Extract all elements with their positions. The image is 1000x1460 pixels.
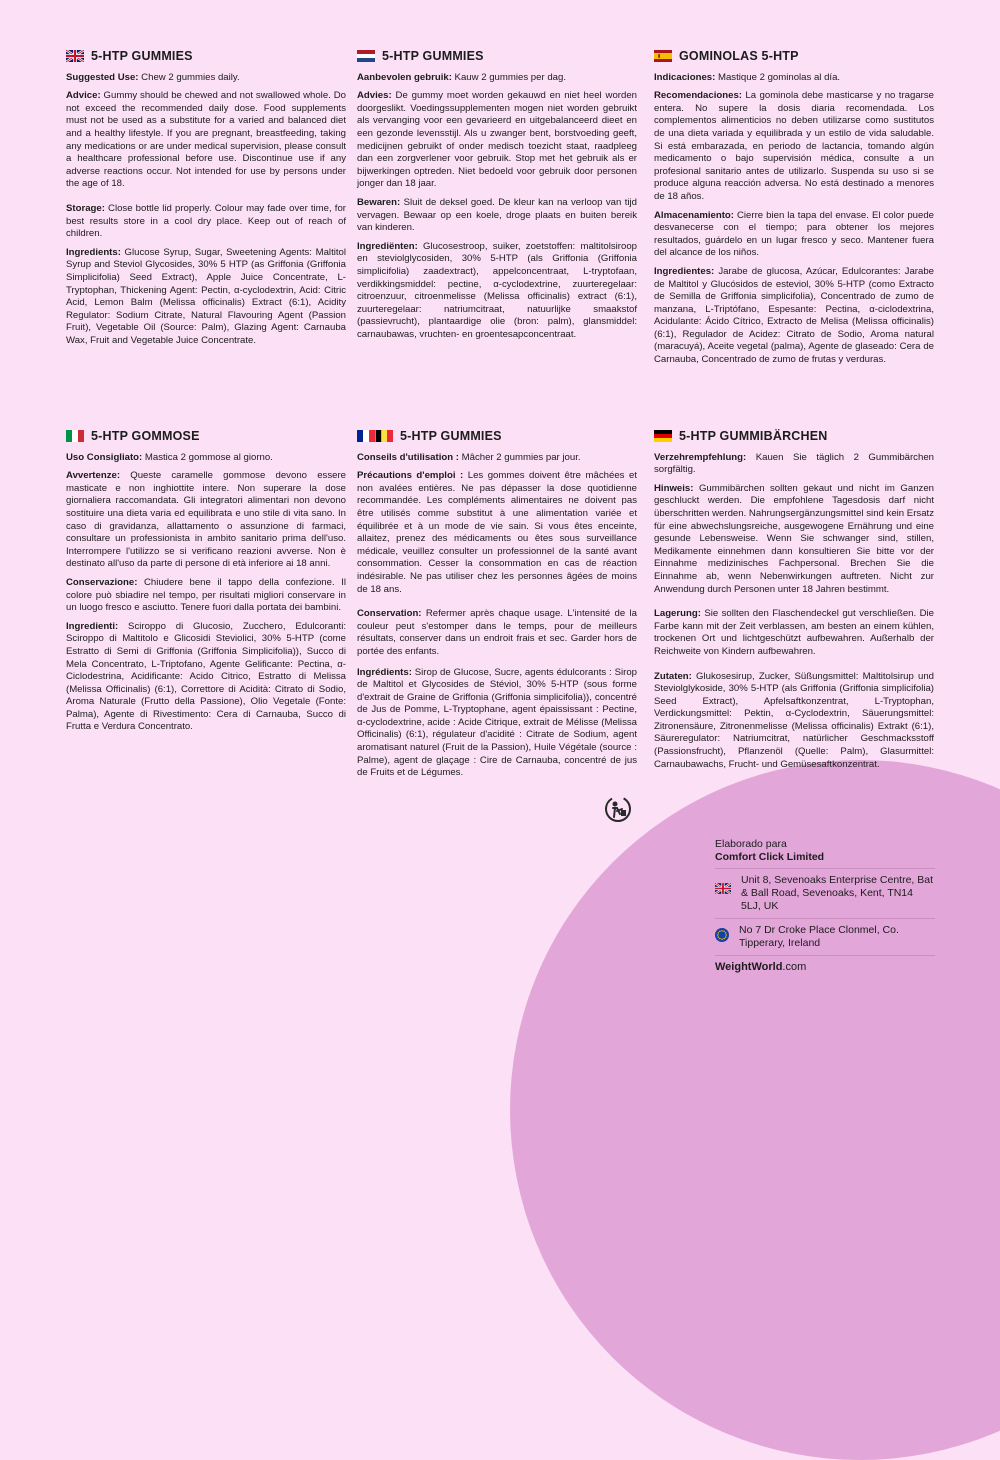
panel-english [66,50,346,353]
advice: Avvertenze: Queste caramelle gommose devono essere masticate e non inghiottite intere. Non superare la dose giornaliera raccomandata. Gli integratori alimentari non devono sostituire una dieta varia ed equilibrata e uno stile di vita sano. In caso di gravidanza, allattamento o assunzione di farmaci, consultare un professionista in ambito sanitario prima dell'uso. Interrompere l'utilizzo se si verificano reazioni avverse. Non è destinato all'uso da parte di persone di età inferiore ai 18 anni. [66,470,346,570]
suggested-use: Indicaciones: Mastique 2 gominolas al día. [654,71,841,83]
advice: Précautions d'emploi : Les gommes doivent être mâchées et non avalées entières. Ne pas dépasser la dose quotidienne recommandée. Les compléments alimentaires ne doivent pas être utilisés comme substitut à une alimentation variée et équilibrée et à un mode de vie sain. Si vous êtes enceinte, allaitez, prenez des médicaments ou êtes sous surveillance médicale, veuillez consulter un professionnel de la santé avant consommation. Cesser la consommation en cas de réaction indésirable. Ne pas utiliser chez les personnes âgées de moins de 18 ans. [357,470,637,595]
ingredients: Ingrediënten: Glucosestroop, suiker, zoetstoffen: maltitolsiroop en steviolglycosiden, 30% 5-HTP (als Griffonia (Griffonia simplicifolia) zaadextract), appelconcentraat, L-tryptofaan, verdikkingsmiddel: pectine, α-cyclodextrine, zuurteregelaar: citroenzuur, citroenmelisse (Melissa officinalis) extract (6:1), zuurteregelaar: natriumcitraat, natuurlijke smaakstof (passievrucht), plantaardige olie (bron: palm), glansmiddel: carnaubawas, vruchten- en groentesapconcentraat. [357,240,637,340]
panel-dutch [357,50,637,347]
italy-flag-icon [66,430,84,442]
france-belgium-flags-icon [357,430,393,442]
eu-flag-icon [715,928,729,942]
panel-title-italian [66,430,346,443]
suggested-use: Conseils d'utilisation : Mâcher 2 gummies par jour. [357,451,581,463]
ie-address-row [715,918,935,955]
title-text: 5-HTP GUMMIES [400,429,502,443]
ie-address: No 7 Dr Croke Place Clonmel, Co. Tipperary, Ireland [739,924,899,949]
advice: Hinweis: Gummibärchen sollten gekaut und nicht im Ganzen geschluckt werden. Die empfohlene Tagesdosis darf nicht überschritten werden. Nahrungsergänzungsmittel sind kein Ersatz für eine abwechslungsreiche, ausgewogene Ernährung und eine gesunde Lebensweise. Wenn Sie schwanger sind, stillen, Medikamente einnehmen dann konsultieren Sie bitte vor der Einnahme medizinisches Fachpersonal. Brechen Sie die Einnahme ab, wenn Nebenwirkungen auftreten. Nicht zur Anwendung durch Personen unter 18 Jahren bestimmt. [654,482,934,595]
manufacturer-info [715,838,935,974]
brand-url: WeightWorld.com [715,955,935,974]
suggested-use: Uso Consigliato: Mastica 2 gommose al giorno. [66,451,273,463]
panel-italian [66,430,346,740]
germany-flag-icon [654,430,672,442]
ingredients: Ingredienti: Sciroppo di Glucosio, Zucchero, Edulcoranti: Sciroppo di Maltitolo e Glicosidi Steviolici, 30% 5-HTP (come Estratto di Semi di Griffonia (Griffonia Simplicifolia)), Succo di Mela Concentrato, L-Triptofano, Agente Gelificante: Pectina, α-Ciclodestrina, Acidificante: Acido Citrico, Estratto di Melissa (Melissa Officinalis) (6:1), Correttore di Acidità: Citrato di Sodio, Aroma Naturale (Frutto della Passione), Olio Vegetale (Fonte: Palma), Agente di Rivestimento: Cera di Carnauba, Succo di Frutta e Verdura Concentrato. [66,620,346,733]
netherlands-flag-icon [357,50,375,62]
made-for-label: Elaborado para [715,838,787,850]
uk-flag-icon [715,883,731,894]
uk-address: Unit 8, Sevenoaks Enterprise Centre, Bat & Ball Road, Sevenoaks, Kent, TN14 5LJ, UK [741,874,934,912]
title-text: 5-HTP GOMMOSE [91,429,200,443]
panel-title-dutch [357,50,637,63]
advice: Recomendaciones: La gominola debe masticarse y no tragarse entera. No supere la dosis diaria recomendada. Los complementos alimenticios no deben utilizarse como sustitutos de una dieta variada y equilibrada y un estilo de vida saludable. Si está embarazada, en periodo de lactancia, tomando algún medicamento o bajo supervisión médica, consulte a un profesional sanitario antes de utilizarlo. Suspenda su uso si se produce alguna reacción adversa. No está destinado a menores de 18 años. [654,90,934,202]
title-text: 5-HTP GUMMIBÄRCHEN [679,429,828,443]
title-text: 5-HTP GUMMIES [382,49,484,63]
storage: Conservation: Refermer après chaque usage. L'intensité de la couleur peut s'estomper dans le temps, pour de meilleurs résultats, conserver dans un endroit frais et sec. Garder hors de portée des enfants. [357,608,637,657]
storage: Storage: Close bottle lid properly. Colour may fade over time, for best results store in a cool dry place. Keep out of reach of children. [66,202,346,240]
uk-address-row [715,868,935,918]
panel-spanish [654,50,934,373]
tidyman-recycle-icon [604,795,632,823]
panel-title-spanish [654,50,934,63]
panel-title-german [654,430,934,443]
panel-french [357,430,637,786]
ingredients: Ingrédients: Sirop de Glucose, Sucre, agents édulcorants : Sirop de Maltitol et Glycosides de Stéviol, 30% 5-HTP (sous forme d'extrait de Graine de Griffonia (Griffonia simplicifolia)), concentré de Jus de Pomme, L-Tryptophane, agent épaississant : Pectine, α-cyclodextrine, acide : Acide Citrique, extrait de Mélisse (Melissa Officinalis) (6:1), régulateur d'acidité : Citrate de Sodium, agent aromatisant naturel (Fruit de la Passion), Huile Végétale (source : Palme), agent de glaçage : Cire de Carnauba, concentré de jus de Fruits et de Légumes. [357,666,637,779]
ingredients: Ingredientes: Jarabe de glucosa, Azúcar, Edulcorantes: Jarabe de Maltitol y Glucósidos de esteviol, 30% 5-HTP (como Extracto de Semilla de Griffonia simplicifolia), Concentrado de zumo de manzana, L-Triptófano, Espesante: Pectina, α-ciclodextrina, Acidulante: Ácido Cítrico, Extracto de Melisa (Melissa officinalis) (6:1), Regulador de Acidez: Citrato de Sodio, Aroma natural (maracuyá), Aceite vegetal (palma), Agente de glaseado: Cera de Carnauba, Concentrado de zumo de frutas y verduras. [654,265,934,366]
panel-title-english [66,50,346,63]
storage: Bewaren: Sluit de deksel goed. De kleur kan na verloop van tijd vervagen. Bewaar op een koele, droge plaats en buiten bereik van kinderen. [357,196,637,234]
title-text: GOMINOLAS 5-HTP [679,49,799,63]
panel-german [654,430,934,777]
uk-flag-icon [66,50,84,62]
advice: Advice: Gummy should be chewed and not swallowed whole. Do not exceed the recommended daily dose. Food supplements must not be used as a substitute for a varied and balanced diet and a healthy lifestyle. If you are pregnant, breastfeeding, taking any medications or are under medical supervision, please consult a healthcare professional before use. Discontinue use if any adverse reactions occur. Not intended for use by persons under the age of 18. [66,90,346,190]
advice: Advies: De gummy moet worden gekauwd en niet heel worden doorgeslikt. Voedingssupplementen mogen niet worden gebruikt als vervanging voor een gevarieerd en uitgebalanceerd dieet en een gezonde levensstijl. Als u zwanger bent, borstvoeding geeft, medicijnen gebruikt of onder medisch toezicht staat, raadpleeg dan een zorgverlener voor gebruik. Stop met het gebruik als er bijwerkingen optreden. Niet bedoeld voor gebruik door personen jonger dan 18 jaar. [357,90,637,190]
storage: Lagerung: Sie sollten den Flaschendeckel gut verschließen. Die Farbe kann mit der Zeit verblassen, am besten an einem kühlen, trockenen Ort und lichtgeschützt aufbewahren. Außerhalb der Reichweite von Kindern aufbewahren. [654,608,934,657]
title-text: 5-HTP GUMMIES [91,49,193,63]
storage: Conservazione: Chiudere bene il tappo della confezione. Il colore può sbiadire nel tempo, per risultati migliori conservare in un luogo fresco e asciutto. Tenere fuori dalla portata dei bambini. [66,576,346,614]
spain-flag-icon [654,50,672,62]
ingredients: Ingredients: Glucose Syrup, Sugar, Sweetening Agents: Maltitol Syrup and Steviol Glycosides, 30% 5 HTP (as Griffonia (Griffonia Simplicifolia) Seed Extract), Apple Juice Concentrate, L-Tryptophan, Thickening Agent: Pectin, α-cyclodextrin, Acid: Citric Acid, Lemon Balm (Melissa officinalis) Extract (6:1), Acidity Regulator: Sodium Citrate, Natural Flavouring Agent (Passion Fruit), Vegetable Oil (Source: Palm), Glazing Agent: Carnauba Wax, Fruit and Vegetable Juice Concentrate. [66,246,346,346]
storage: Almacenamiento: Cierre bien la tapa del envase. El color puede desvanecerse con el tiempo; para obtener los mejores resultados, guárdelo en un lugar fresco y seco. Mantener fuera del alcance de los niños. [654,209,934,259]
suggested-use: Verzehrempfehlung: Kauen Sie täglich 2 Gummibärchen sorgfältig. [654,451,934,476]
company-name: Comfort Click Limited [715,851,825,863]
suggested-use: Aanbevolen gebruik: Kauw 2 gummies per dag. [357,71,567,83]
suggested-use: Suggested Use: Chew 2 gummies daily. [66,71,240,83]
ingredients: Zutaten: Glukosesirup, Zucker, Süßungsmittel: Maltitolsirup und Steviolglykoside, 30% 5-HTP (als Griffonia (Griffonia simplicifolia) Seed Extract), Apfelsaftkonzentrat, L-Tryptophan, Verdickungsmittel: Pektin, α-Cyclodextrin, Säuerungsmittel: Zitronensäure, Zitronenmelisse (Melissa officinalis) Extrakt (6:1), Säureregulator: Natriumcitrat, natürlicher Geschmacksstoff (Passionsfrucht), Pflanzenöl (Quelle: Palm), Glasurmittel: Carnaubawachs, Frucht- und Gemüsesaftkonzentrat. [654,670,934,770]
panel-title-french [357,430,637,443]
